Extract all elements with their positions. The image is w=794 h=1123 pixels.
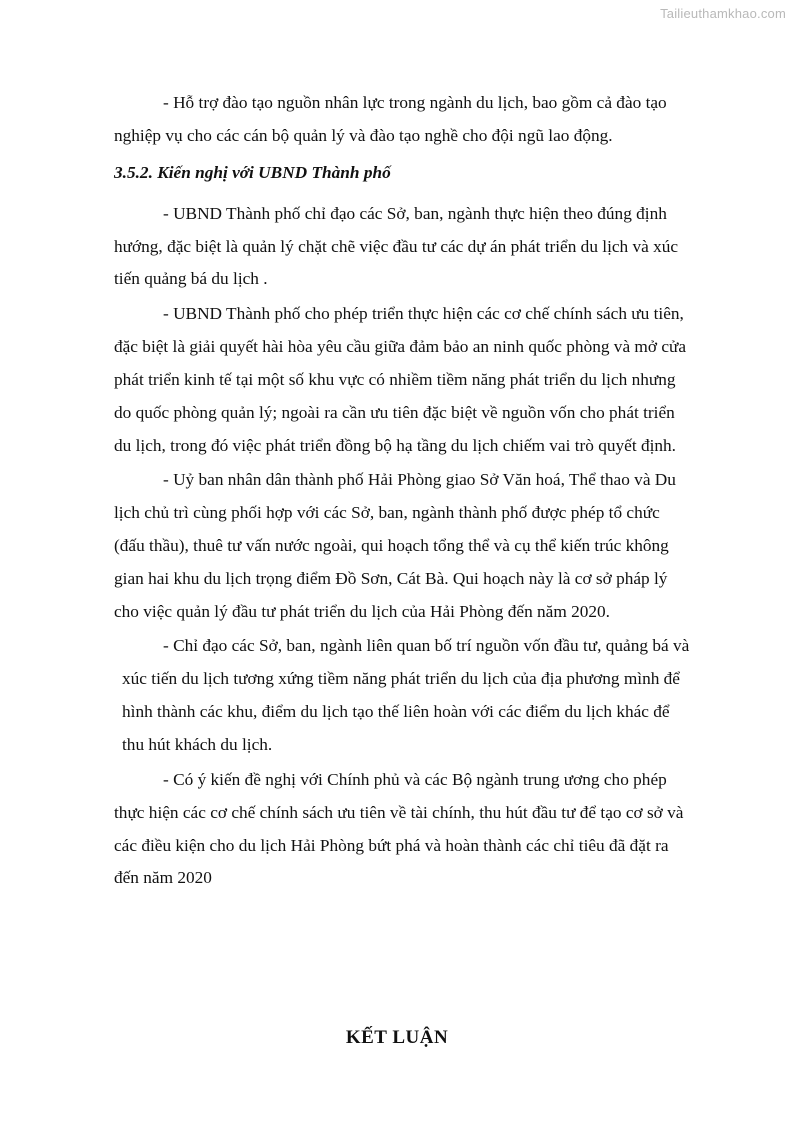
paragraph-4-line-5: cho việc quản lý đầu tư phát triển du lịch của Hải Phòng đến năm 2020. bbox=[114, 602, 611, 621]
paragraph-4-line-1: - Uỷ ban nhân dân thành phố Hải Phòng giao Sở Văn hoá, Thể thao và Du bbox=[163, 470, 676, 489]
paragraph-2-line-1: - UBND Thành phố chỉ đạo các Sở, ban, ngành thực hiện theo đúng định bbox=[163, 204, 667, 223]
paragraph-6-line-1: - Có ý kiến đề nghị với Chính phủ và các Bộ ngành trung ương cho phép bbox=[163, 770, 667, 789]
paragraph-1-line-2: nghiệp vụ cho các cán bộ quản lý và đào tạo nghề cho đội ngũ lao động. bbox=[114, 126, 613, 145]
paragraph-4-line-2: lịch chủ trì cùng phối hợp với các Sở, ban, ngành thành phố được phép tổ chức bbox=[114, 503, 660, 522]
paragraph-3-line-2: đặc biệt là giải quyết hài hòa yêu cầu giữa đảm bảo an ninh quốc phòng và mở cửa bbox=[114, 337, 687, 356]
paragraph-1-line-1: - Hỗ trợ đào tạo nguồn nhân lực trong ngành du lịch, bao gồm cả đào tạo bbox=[163, 93, 667, 112]
paragraph-5-line-3: hình thành các khu, điểm du lịch tạo thế liên hoàn với các điểm du lịch khác để bbox=[122, 702, 670, 721]
paragraph-6-line-3: các điều kiện cho du lịch Hải Phòng bứt phá và hoàn thành các chỉ tiêu đã đặt ra bbox=[114, 836, 669, 855]
paragraph-2-line-2: hướng, đặc biệt là quản lý chặt chẽ việc đầu tư các dự án phát triển du lịch và xúc bbox=[114, 237, 679, 256]
paragraph-6-line-2: thực hiện các cơ chế chính sách ưu tiên về tài chính, thu hút đầu tư để tạo cơ sở và bbox=[114, 803, 684, 822]
paragraph-5-line-1: - Chỉ đạo các Sở, ban, ngành liên quan bố trí nguồn vốn đầu tư, quảng bá và bbox=[163, 636, 690, 655]
paragraph-5-line-4: thu hút khách du lịch. bbox=[122, 735, 273, 754]
paragraph-3-line-5: du lịch, trong đó việc phát triển đồng bộ hạ tầng du lịch chiếm vai trò quyết định. bbox=[114, 436, 676, 455]
paragraph-4-line-3: (đấu thầu), thuê tư vấn nước ngoài, qui hoạch tổng thể và cụ thể kiến trúc không bbox=[114, 536, 669, 555]
paragraph-3-line-1: - UBND Thành phố cho phép triển thực hiện các cơ chế chính sách ưu tiên, bbox=[163, 304, 684, 323]
watermark-text: Tailieuthamkhao.com bbox=[660, 6, 786, 21]
paragraph-2-line-3: tiến quảng bá du lịch . bbox=[114, 269, 268, 288]
paragraph-3-line-4: do quốc phòng quản lý; ngoài ra cần ưu tiên đặc biệt về nguồn vốn cho phát triển bbox=[114, 403, 675, 422]
section-heading: 3.5.2. Kiến nghị với UBND Thành phố bbox=[114, 163, 391, 182]
paragraph-4-line-4: gian hai khu du lịch trọng điểm Đồ Sơn, Cát Bà. Qui hoạch này là cơ sở pháp lý bbox=[114, 569, 668, 588]
paragraph-5-line-2: xúc tiến du lịch tương xứng tiềm năng phát triển du lịch của địa phương mình để bbox=[122, 669, 680, 688]
paragraph-3-line-3: phát triển kinh tế tại một số khu vực có nhiềm tiềm năng phát triển du lịch nhưng bbox=[114, 370, 676, 389]
paragraph-6-line-4: đến năm 2020 bbox=[114, 868, 212, 887]
conclusion-title: KẾT LUẬN bbox=[345, 1027, 449, 1048]
